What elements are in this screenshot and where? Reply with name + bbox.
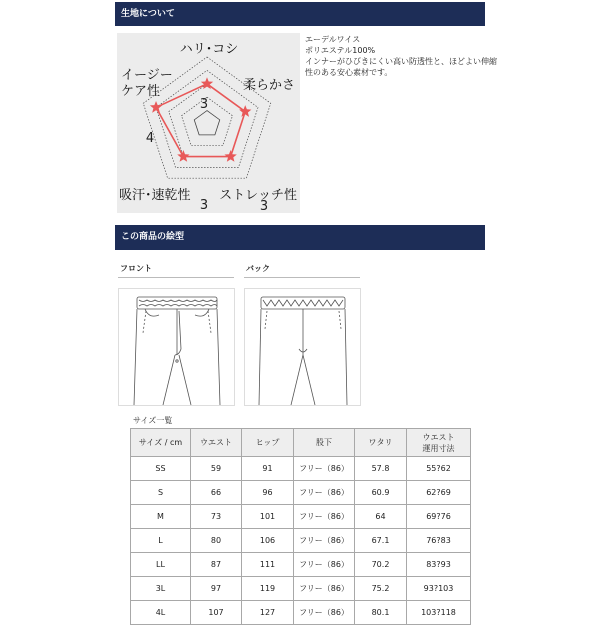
cell-inseam: フリー（86） <box>294 553 355 577</box>
front-label-divider <box>118 277 234 278</box>
cell-waist-range: 76?83 <box>407 529 471 553</box>
radar-star-marker <box>224 150 236 162</box>
cell-waist: 107 <box>191 601 242 625</box>
section-title-fabric: 生地について <box>121 9 175 19</box>
radar-chart-panel <box>117 33 300 213</box>
cell-inseam: フリー（86） <box>294 577 355 601</box>
header-waist: ウエスト <box>191 429 242 457</box>
cell-inseam: フリー（86） <box>294 457 355 481</box>
cell-size: S <box>131 481 191 505</box>
radar-value-label: 3 <box>199 198 209 213</box>
front-pants-drawing <box>119 289 234 405</box>
cell-size: SS <box>131 457 191 481</box>
header-inseam: 股下 <box>294 429 355 457</box>
cell-thigh: 64 <box>355 505 407 529</box>
cell-hip: 101 <box>242 505 294 529</box>
header-waist-range-line2: 運用寸法 <box>422 443 455 453</box>
cell-waist: 80 <box>191 529 242 553</box>
back-view-label: バック <box>246 264 270 273</box>
cell-size: 3L <box>131 577 191 601</box>
cell-inseam: フリー（86） <box>294 481 355 505</box>
cell-inseam: フリー（86） <box>294 601 355 625</box>
section-title-illustration: この商品の絵型 <box>121 232 185 242</box>
cell-size: M <box>131 505 191 529</box>
table-row <box>131 457 471 481</box>
radar-axis-label: イージー <box>121 68 173 83</box>
radar-axis-label: ケア性 <box>121 84 161 99</box>
table-row <box>131 553 471 577</box>
cell-thigh: 80.1 <box>355 601 407 625</box>
radar-value-label: 3 <box>259 199 269 213</box>
cell-hip: 96 <box>242 481 294 505</box>
front-view-illustration <box>118 288 235 406</box>
section-header-illustration <box>115 225 485 250</box>
fabric-name: エーデルワイス <box>305 35 361 44</box>
cell-waist: 73 <box>191 505 242 529</box>
cell-hip: 111 <box>242 553 294 577</box>
size-table-caption: サイズ一覧 <box>133 416 173 425</box>
radar-ring-1 <box>194 111 219 135</box>
header-thigh: ワタリ <box>355 429 407 457</box>
cell-waist: 59 <box>191 457 242 481</box>
cell-waist-range: 62?69 <box>407 481 471 505</box>
fabric-material: ポリエステル100% <box>305 46 376 55</box>
cell-waist-range: 55?62 <box>407 457 471 481</box>
cell-thigh: 67.1 <box>355 529 407 553</box>
fabric-description-line2: 性のある安心素材です。 <box>305 68 393 77</box>
cell-hip: 119 <box>242 577 294 601</box>
size-table <box>130 428 471 625</box>
radar-axis-label: 柔らかさ <box>242 78 295 93</box>
table-row <box>131 481 471 505</box>
radar-star-marker <box>177 150 189 162</box>
radar-chart <box>117 33 300 213</box>
cell-size: LL <box>131 553 191 577</box>
fabric-description-line1: インナーがひびきにくい高い防透性と、ほどよい伸縮 <box>305 57 497 66</box>
back-label-divider <box>244 277 360 278</box>
radar-star-marker <box>150 101 162 113</box>
cell-hip: 127 <box>242 601 294 625</box>
cell-waist: 97 <box>191 577 242 601</box>
back-pants-drawing <box>245 289 360 405</box>
cell-thigh: 57.8 <box>355 457 407 481</box>
section-header-fabric <box>115 2 485 26</box>
table-row <box>131 577 471 601</box>
table-row <box>131 505 471 529</box>
radar-axis-label: ハリ･コシ <box>179 42 239 57</box>
header-waist-range <box>407 429 471 457</box>
radar-value-label: 4 <box>145 131 155 146</box>
radar-axis-label: ストレッチ性 <box>219 188 297 203</box>
cell-waist-range: 83?93 <box>407 553 471 577</box>
cell-size: 4L <box>131 601 191 625</box>
cell-thigh: 70.2 <box>355 553 407 577</box>
cell-thigh: 60.9 <box>355 481 407 505</box>
back-view-illustration <box>244 288 361 406</box>
cell-waist: 87 <box>191 553 242 577</box>
cell-thigh: 75.2 <box>355 577 407 601</box>
header-size: サイズ / cm <box>131 429 191 457</box>
radar-axis-label: 吸汗･速乾性 <box>119 188 191 203</box>
table-row <box>131 601 471 625</box>
cell-waist: 66 <box>191 481 242 505</box>
cell-inseam: フリー（86） <box>294 505 355 529</box>
fabric-info <box>305 34 497 78</box>
radar-star-marker <box>239 105 251 117</box>
table-row <box>131 529 471 553</box>
cell-size: L <box>131 529 191 553</box>
header-waist-range-line1: ウエスト <box>422 432 455 442</box>
front-view-label: フロント <box>120 264 152 273</box>
header-hip: ヒップ <box>242 429 294 457</box>
cell-waist-range: 103?118 <box>407 601 471 625</box>
cell-hip: 91 <box>242 457 294 481</box>
cell-waist-range: 93?103 <box>407 577 471 601</box>
cell-hip: 106 <box>242 529 294 553</box>
cell-waist-range: 69?76 <box>407 505 471 529</box>
size-table-header-row <box>131 429 471 457</box>
radar-value-label: 3 <box>199 97 209 112</box>
cell-inseam: フリー（86） <box>294 529 355 553</box>
